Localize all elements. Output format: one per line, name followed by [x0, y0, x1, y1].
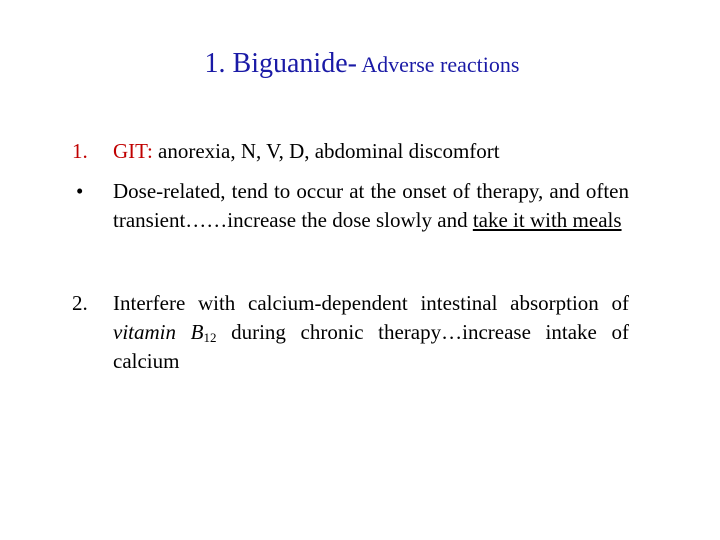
item-text-vitamin	[113, 289, 629, 376]
vitamin-italic: vitamin B	[113, 320, 204, 344]
title-subtitle: Adverse reactions	[356, 52, 520, 77]
git-symptoms: anorexia, N, V, D, abdominal discomfort	[152, 139, 500, 163]
bullet-underlined-text: take it with meals	[472, 208, 622, 232]
bullet-main-text: Dose-related, tend to occur at the onset of therapy, and often transient……increase the dose slowly and	[113, 179, 629, 232]
item-number-2: 2.	[72, 291, 88, 315]
vitamin-text-after: during chronic therapy…increase intake of calcium	[113, 320, 629, 373]
vitamin-text-before: Interfere with calcium-dependent intestinal absorption of	[113, 291, 629, 315]
vitamin-subscript: 12	[203, 330, 217, 345]
bullet-text	[113, 177, 629, 235]
item-text-git	[113, 137, 500, 166]
bullet-icon: •	[76, 179, 84, 203]
item-number-1: 1.	[72, 139, 88, 163]
git-label: GIT:	[113, 139, 153, 163]
slide-title	[0, 48, 720, 80]
title-main: 1. Biguanide-	[204, 48, 357, 79]
